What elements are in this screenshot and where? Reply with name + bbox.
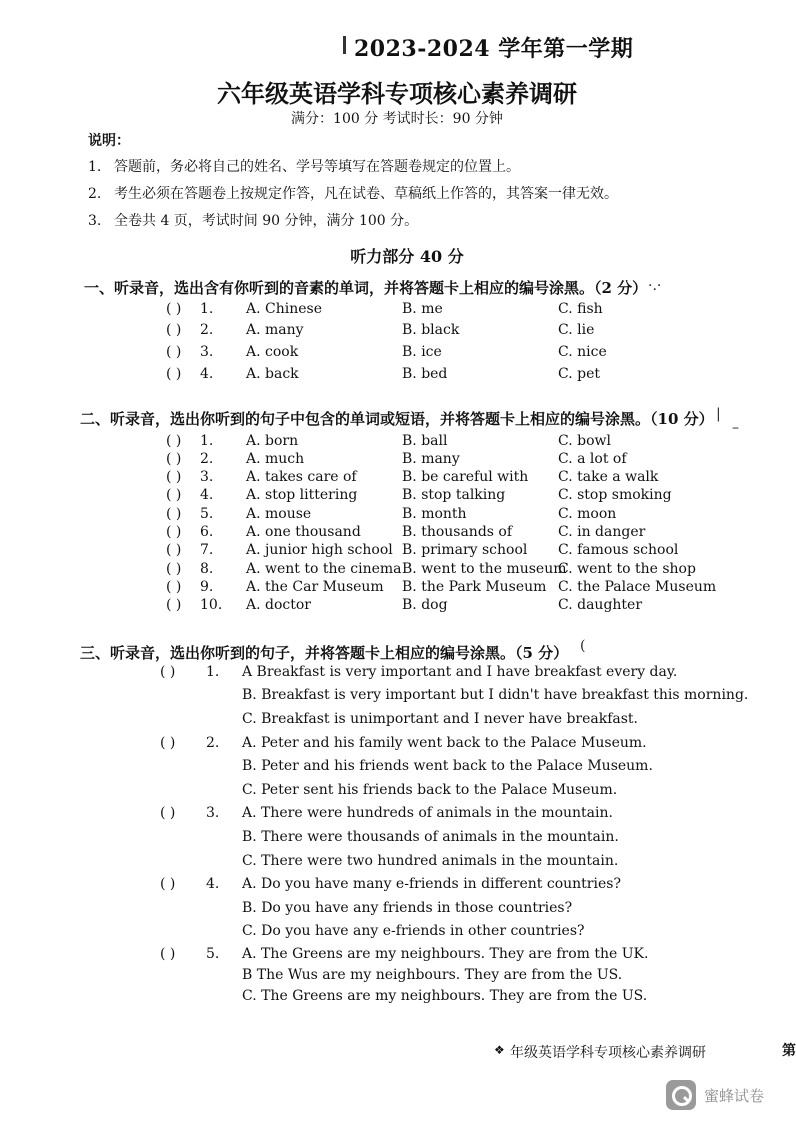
answer-bracket[interactable]: ( ) xyxy=(166,561,182,577)
sentence-option: A. There were hundreds of animals in the mountain. xyxy=(242,805,613,821)
answer-bracket[interactable]: ( ) xyxy=(160,805,176,821)
sentence-option: A. Peter and his family went back to the Palace Museum. xyxy=(242,735,647,751)
question-row xyxy=(0,506,794,524)
pencil-mark: ( xyxy=(580,638,586,654)
answer-bracket[interactable]: ( ) xyxy=(166,542,182,558)
option-a: A. went to the cinema xyxy=(246,561,402,577)
question-number: 1. xyxy=(206,664,220,680)
print-mark xyxy=(343,36,346,54)
footer-title: 年级英语学科专项核心素养调研 xyxy=(510,1045,706,1061)
option-b: B. many xyxy=(402,451,460,467)
sentence-option: C. Do you have any e-friends in other countries? xyxy=(242,923,585,939)
note-text: 考生必须在答题卷上按规定作答，凡在试卷、草稿纸上作答的，其答案一律无效。 xyxy=(114,186,618,202)
notes-heading: 说明： xyxy=(88,133,130,149)
sentence-option: A. The Greens are my neighbours. They are from the UK. xyxy=(242,946,649,962)
question-row xyxy=(0,451,794,469)
question-number: 4. xyxy=(200,366,214,382)
answer-bracket[interactable]: ( ) xyxy=(166,451,182,467)
option-a: A. stop littering xyxy=(246,487,358,503)
note-text: 全卷共 4 页，考试时间 90 分钟，满分 100 分。 xyxy=(114,213,419,229)
option-c: C. moon xyxy=(558,506,617,522)
sentence-option: B The Wus are my neighbours. They are from the US. xyxy=(242,967,623,983)
note-item xyxy=(88,156,520,176)
option-c: C. lie xyxy=(558,322,595,338)
note-number: 1. xyxy=(88,159,102,175)
answer-bracket[interactable]: ( ) xyxy=(166,506,182,522)
question-number: 1. xyxy=(200,301,214,317)
option-a: A. much xyxy=(246,451,305,467)
question-number: 5. xyxy=(200,506,214,522)
note-item xyxy=(88,210,418,230)
question-number: 6. xyxy=(200,524,214,540)
exam-meta: 满分：100 分 考试时长：90 分钟 xyxy=(291,111,503,127)
sentence-option: A Breakfast is very important and I have breakfast every day. xyxy=(242,664,678,680)
sentence-option: C. There were two hundred animals in the mountain. xyxy=(242,853,619,869)
option-b: B. be careful with xyxy=(402,469,529,485)
answer-bracket[interactable]: ( ) xyxy=(166,597,182,613)
question-row xyxy=(0,301,794,319)
question-row xyxy=(0,597,794,615)
sentence-option: B. Do you have any friends in those countries? xyxy=(242,900,573,916)
note-number: 2. xyxy=(88,186,102,202)
sentence-option: C. Peter sent his friends back to the Palace Museum. xyxy=(242,782,618,798)
sentence-option: A. Do you have many e-friends in different countries? xyxy=(242,876,621,892)
option-c: C. daughter xyxy=(558,597,643,613)
footer-mark: ❖ xyxy=(494,1043,505,1057)
option-b: B. dog xyxy=(402,597,448,613)
question-number: 2. xyxy=(206,735,220,751)
option-b: B. primary school xyxy=(402,542,528,558)
option-a: A. the Car Museum xyxy=(246,579,384,595)
watermark-text: 蜜蜂试卷 xyxy=(704,1086,765,1105)
question-row xyxy=(0,542,794,560)
answer-bracket[interactable]: ( ) xyxy=(166,487,182,503)
option-a: A. back xyxy=(246,366,299,382)
question-number: 2. xyxy=(200,451,214,467)
option-b: B. month xyxy=(402,506,467,522)
school-year: 2023-2024 学年第一学期 xyxy=(354,36,634,62)
option-c: C. nice xyxy=(558,344,607,360)
answer-bracket[interactable]: ( ) xyxy=(160,664,176,680)
option-a: A. mouse xyxy=(246,506,312,522)
question-row xyxy=(0,561,794,579)
option-a: A. one thousand xyxy=(246,524,361,540)
magnifier-logo-icon xyxy=(666,1080,696,1110)
pencil-mark: – xyxy=(732,420,739,436)
option-c: C. bowl xyxy=(558,433,611,449)
question-number: 10. xyxy=(200,597,223,613)
pencil-mark: ·.· xyxy=(648,278,662,294)
question-number: 5. xyxy=(206,946,220,962)
section3-heading: 三、听录音，选出你听到的句子，并将答题卡上相应的编号涂黑。（5 分） xyxy=(80,644,569,662)
question-number: 8. xyxy=(200,561,214,577)
option-b: B. thousands of xyxy=(402,524,513,540)
question-row xyxy=(0,469,794,487)
section1-heading: 一、听录音，选出含有你听到的音素的单词，并将答题卡上相应的编号涂黑。（2 分） xyxy=(84,279,648,297)
option-a: A. cook xyxy=(246,344,299,360)
answer-bracket[interactable]: ( ) xyxy=(166,469,182,485)
option-c: C. the Palace Museum xyxy=(558,579,717,595)
option-b: B. me xyxy=(402,301,443,317)
answer-bracket[interactable]: ( ) xyxy=(166,524,182,540)
option-b: B. went to the museum xyxy=(402,561,567,577)
answer-bracket[interactable]: ( ) xyxy=(166,301,182,317)
question-number: 1. xyxy=(200,433,214,449)
option-c: C. pet xyxy=(558,366,600,382)
question-row xyxy=(0,579,794,597)
sentence-option: C. Breakfast is unimportant and I never have breakfast. xyxy=(242,711,639,727)
option-c: C. went to the shop xyxy=(558,561,696,577)
question-number: 3. xyxy=(206,805,220,821)
exam-title: 六年级英语学科专项核心素养调研 xyxy=(217,79,577,108)
answer-bracket[interactable]: ( ) xyxy=(166,322,182,338)
footer-page-fragment: 第 xyxy=(782,1043,796,1059)
question-row xyxy=(0,524,794,542)
answer-bracket[interactable]: ( ) xyxy=(166,433,182,449)
question-number: 7. xyxy=(200,542,214,558)
note-item xyxy=(88,183,618,203)
sentence-option: B. There were thousands of animals in the mountain. xyxy=(242,829,619,845)
option-b: B. black xyxy=(402,322,460,338)
question-row xyxy=(0,366,794,384)
question-number: 4. xyxy=(206,876,220,892)
note-text: 答题前，务必将自己的姓名、学号等填写在答题卷规定的位置上。 xyxy=(114,159,520,175)
option-a: A. doctor xyxy=(246,597,311,613)
option-a: A. many xyxy=(246,322,304,338)
option-c: C. take a walk xyxy=(558,469,659,485)
sentence-option: C. The Greens are my neighbours. They are from the US. xyxy=(242,988,648,1004)
option-c: C. a lot of xyxy=(558,451,627,467)
watermark xyxy=(666,1076,776,1114)
answer-bracket[interactable]: ( ) xyxy=(160,946,176,962)
option-b: B. ice xyxy=(402,344,442,360)
question-number: 4. xyxy=(200,487,214,503)
option-b: B. ball xyxy=(402,433,448,449)
option-a: A. takes care of xyxy=(246,469,357,485)
part-title: 听力部分 40 分 xyxy=(350,247,464,266)
option-c: C. famous school xyxy=(558,542,679,558)
question-number: 3. xyxy=(200,469,214,485)
section2-heading: 二、听录音，选出你听到的句子中包含的单词或短语，并将答题卡上相应的编号涂黑。（10 分） xyxy=(80,410,714,428)
option-c: C. in danger xyxy=(558,524,646,540)
option-a: A. junior high school xyxy=(246,542,393,558)
answer-bracket[interactable]: ( ) xyxy=(166,579,182,595)
question-row xyxy=(0,322,794,340)
answer-bracket[interactable]: ( ) xyxy=(166,366,182,382)
option-a: A. Chinese xyxy=(246,301,322,317)
question-row xyxy=(0,487,794,505)
option-c: C. stop smoking xyxy=(558,487,672,503)
option-c: C. fish xyxy=(558,301,603,317)
option-b: B. bed xyxy=(402,366,448,382)
question-row xyxy=(0,433,794,451)
pencil-mark: | xyxy=(716,406,721,422)
option-b: B. the Park Museum xyxy=(402,579,547,595)
answer-bracket[interactable]: ( ) xyxy=(160,735,176,751)
option-a: A. born xyxy=(246,433,299,449)
answer-bracket[interactable]: ( ) xyxy=(160,876,176,892)
sentence-option: B. Breakfast is very important but I didn't have breakfast this morning. xyxy=(242,687,749,703)
question-number: 3. xyxy=(200,344,214,360)
note-number: 3. xyxy=(88,213,102,229)
answer-bracket[interactable]: ( ) xyxy=(166,344,182,360)
question-number: 2. xyxy=(200,322,214,338)
question-number: 9. xyxy=(200,579,214,595)
option-b: B. stop talking xyxy=(402,487,506,503)
sentence-option: B. Peter and his friends went back to the Palace Museum. xyxy=(242,758,653,774)
question-row xyxy=(0,344,794,362)
